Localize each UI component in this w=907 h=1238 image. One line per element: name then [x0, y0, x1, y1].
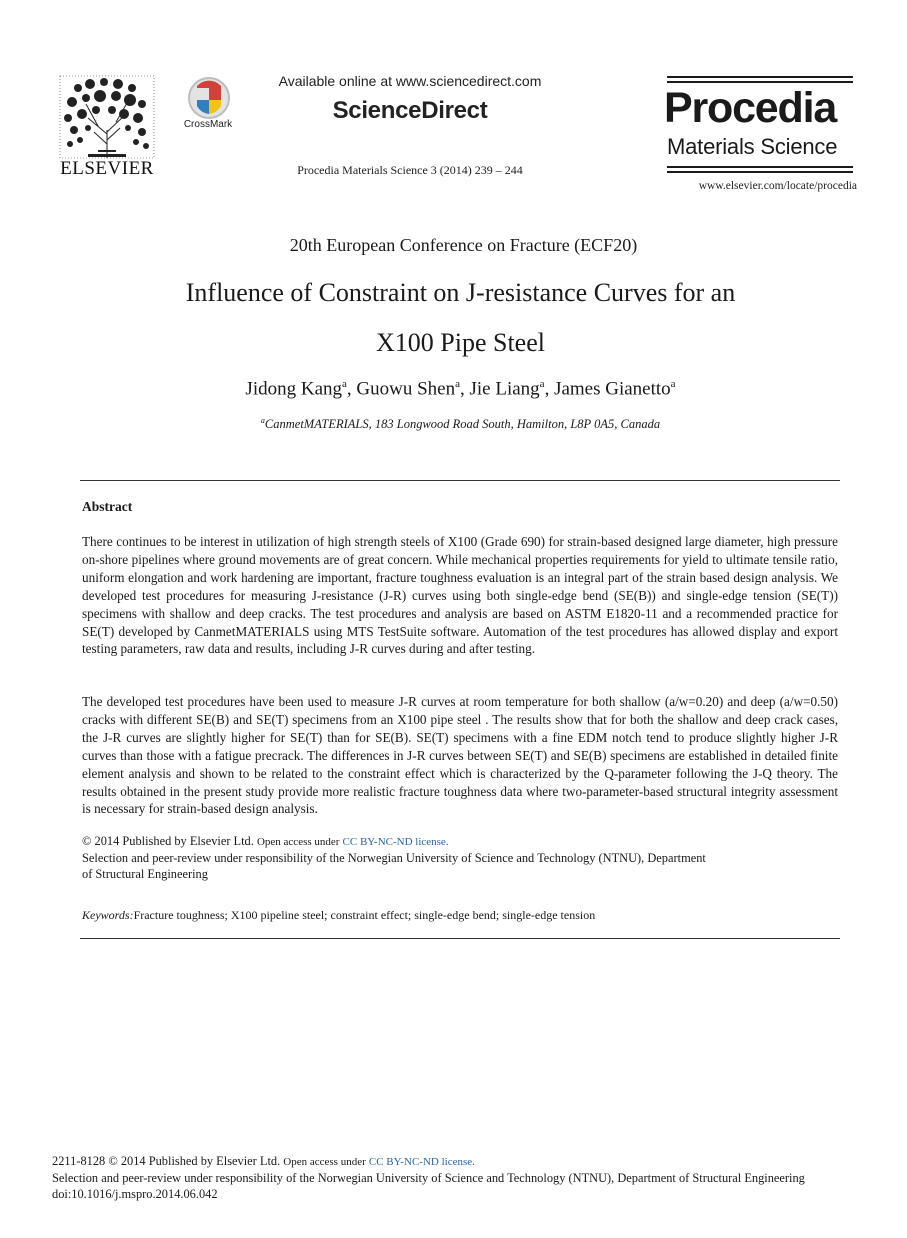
available-online-text[interactable]: Available online at www.sciencedirect.com: [278, 73, 542, 89]
copyright-line: [82, 833, 762, 851]
peer-review-line-2: of Structural Engineering: [82, 867, 208, 881]
peer-review-line-1: Selection and peer-review under responsibility of the Norwegian University of Science and Technology (NTNU), Department: [82, 851, 706, 865]
procedia-rule-bottom: [667, 166, 853, 168]
author-name: Jidong Kang: [245, 378, 342, 400]
footer-license-link[interactable]: CC BY-NC-ND license.: [368, 1156, 475, 1168]
conference-name: 20th European Conference on Fracture (ECF20): [289, 235, 638, 255]
abstract-top-rule: [80, 480, 840, 481]
affiliation-text: CanmetMATERIALS, 183 Longwood Road South, Hamilton, L8P 0A5, Canada: [264, 417, 661, 432]
issn-text: 2211-8128 © 2014 Published by Elsevier Ltd.: [52, 1154, 281, 1168]
author-separator: ,: [459, 378, 470, 400]
keywords-label: Keywords:: [82, 908, 134, 922]
procedia-rule-top: [667, 76, 853, 78]
affiliation-mark: a: [260, 416, 265, 425]
paper-title-line-2: X100 Pipe Steel: [376, 328, 545, 357]
paper-title-line-1: Influence of Constraint on J-resistance Curves for an: [185, 278, 736, 307]
author-name: Guowu Shen: [356, 378, 456, 400]
author-name: Jie Liang: [469, 378, 540, 400]
keywords-list: Fracture toughness; X100 pipeline steel; constraint effect; single-edge bend; single-edge tension: [133, 908, 596, 922]
procedia-rule-top-2: [667, 81, 853, 83]
author-affil-mark: a: [342, 378, 347, 390]
author-name: James Gianetto: [554, 378, 671, 400]
license-link[interactable]: CC BY-NC-ND license.: [342, 836, 449, 848]
abstract-paragraph-2: The developed test procedures have been used to measure J-R curves at room temperature for both shallow (a/w=0.20) and deep (a/w=0.50) cracks with different SE(B) and SE(T) specimens from an X100 pipe steel . The results show that for both the shallow and deep crack cases, the J-R curves are slightly higher for SE(T) than for SE(B). SE(T) specimens with a fine EDM notch tend to produce slightly higher J-R curves than those with a fatigue precrack. The differences in J-R curves between SE(T) and SE(B) specimens are established in detailed finite element analysis and shown to be related to the constraint effect which is characterized by the Q-parameter following the J-Q theory. The results obtained in the present study provide more realistic fracture toughness data where two-parameter-based structural integrity assessment is necessary for strain-based design analysis.: [82, 694, 838, 817]
footer-peer-review: Selection and peer-review under responsibility of the Norwegian University of Science and Technology (NTNU), Department of Structural Engineering: [52, 1171, 805, 1185]
author-separator: ,: [346, 378, 357, 400]
author-affil-mark: a: [670, 378, 676, 390]
crossmark-label: CrossMark: [183, 119, 233, 130]
keywords: [82, 908, 842, 923]
author-affil-mark: a: [539, 378, 545, 390]
journal-subtitle: Materials Science: [667, 134, 838, 159]
affiliation: [0, 416, 907, 432]
sciencedirect-wordmark: ScienceDirect: [332, 97, 488, 124]
open-access-text: Open access under: [256, 836, 340, 848]
journal-citation: Procedia Materials Science 3 (2014) 239 – 244: [297, 163, 523, 177]
footer-doi[interactable]: doi:10.1016/j.mspro.2014.06.042: [52, 1187, 218, 1201]
keywords-bottom-rule: [80, 938, 840, 939]
abstract-heading: Abstract: [82, 499, 133, 514]
publisher-wordmark: ELSEVIER: [60, 158, 154, 179]
author-affil-mark: a: [455, 378, 460, 390]
journal-url[interactable]: www.elsevier.com/locate/procedia: [698, 180, 857, 192]
footer-open-access-text: Open access under: [283, 1156, 366, 1168]
abstract-paragraph-1: There continues to be interest in utilization of high strength steels of X100 (Grade 690) for strain-based designed large diameter, high pressure on-shore pipelines where ground movements are of great concern. While mechanical properties requirements for yield to ultimate tensile ratio, uniform elongation and work hardening are important, fracture toughness evaluation is an integral part of the strain based design analysis. We developed test procedures for measuring J-resistance (J-R) curves using both single-edge bend (SE(B)) and single-edge tension (SE(T)) specimens with shallow and deep cracks. The test procedures and analysis are based on ASTM E1820-11 and a recommended practice for SE(T) developed by CanmetMATERIALS using MTS TestSuite software. Automation of the test procedures has allowed display and export testing parameters, raw data and results, including J-R curves during and after testing.: [82, 534, 838, 657]
copyright-text: © 2014 Published by Elsevier Ltd.: [82, 834, 254, 848]
author-list: [0, 378, 907, 400]
footer-issn-line: [52, 1153, 872, 1170]
procedia-rule-bottom-2: [667, 171, 853, 173]
author-separator: ,: [544, 378, 555, 400]
journal-title: Procedia: [664, 84, 837, 132]
